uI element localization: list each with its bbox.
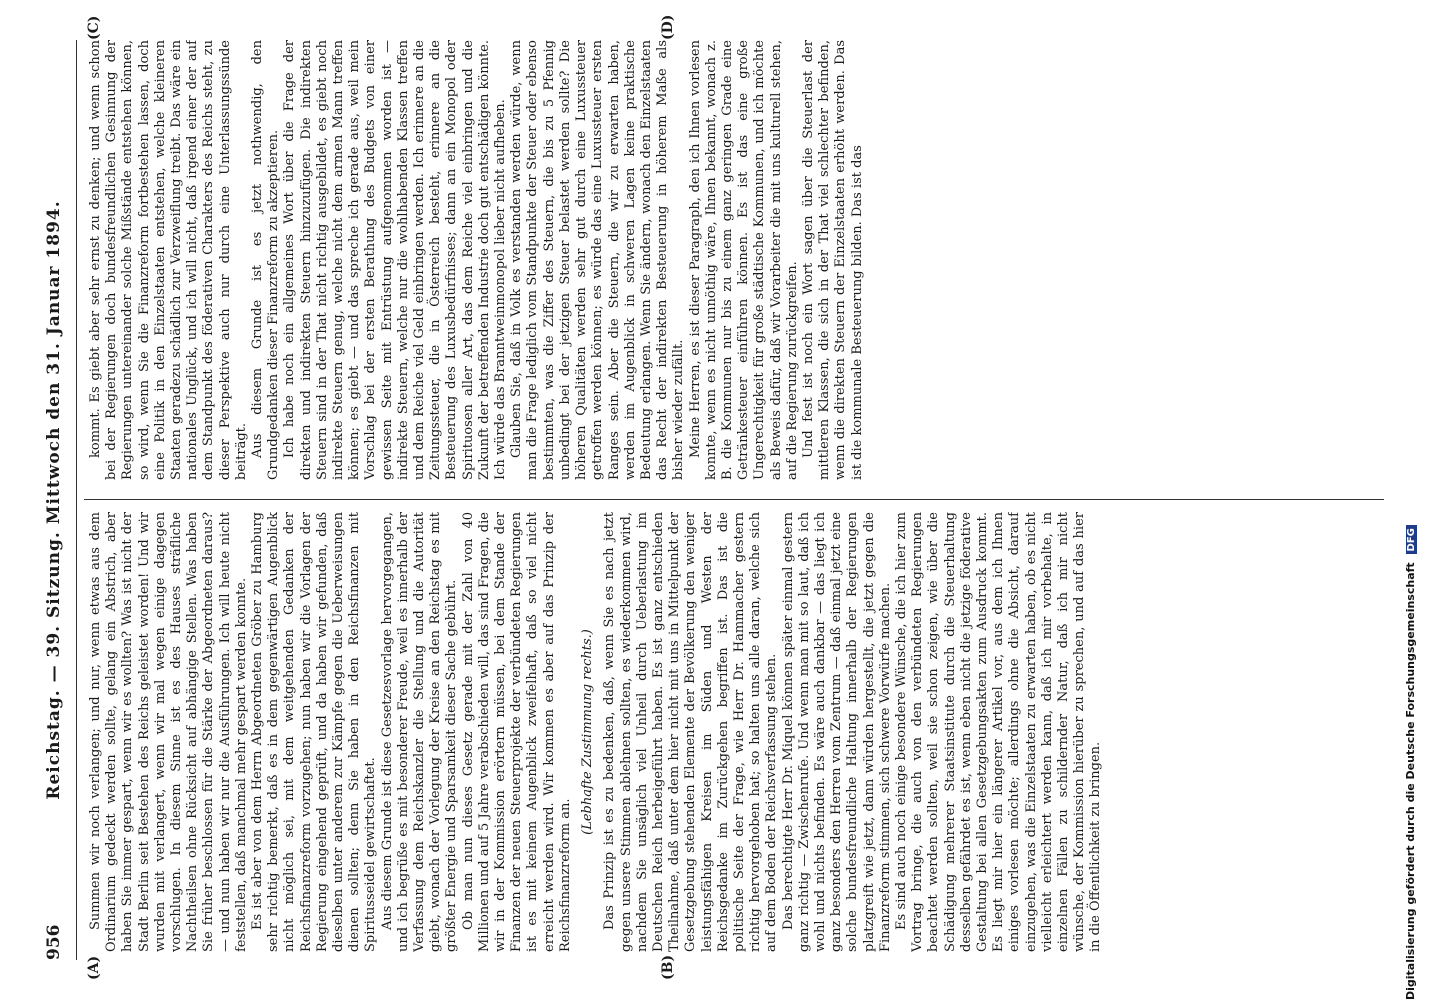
paragraph: Das berechtigte Herr Dr. Miquel können später einmal gestern ganz richtig — Zwischenrufe. Und wenn man mit so laut, daß ich wohl und nichts befinden. Es wäre auch dankbar — das liegt ich ganz besonders den Herren vom Zentrum — daß einmal jetzt eine solche bundesfreundliche Haltung innerhalb der Regierungen platzgreift wie jetzt, dann würden hergestellt, die jetzt gegen die Finanzreform stimmen, sich schwere Vorwürfe machen. <box>780 512 893 952</box>
header-rule <box>76 40 77 960</box>
paragraph: Meine Herren, es ist dieser Paragraph, den ich Ihnen vorlesen konnte, wenn es nicht unnöthig wäre, Ihnen bekannt, wonach z. B. die Kommunen nur bis zu einem ganz geringen Grade eine Getränkesteuer einführen können. Es ist das eine große Ungerechtigkeit für große städtische Kommunen, und ich möchte als Beweis dafür, daß wir Vorarbeiter die mit uns kulturell stehen, auf die Regierung zurückgreifen. <box>687 40 800 480</box>
column-divider <box>84 499 1384 500</box>
paragraph: Summen wir noch verlangen; und nur, wenn etwas aus dem Ordinarium gedeckt werden sollte, gelang ein Abstrich, aber haben Sie immer gespart, wenn wir es wollten? Was ist nicht der Stadt Berlin seit Bestehen des Reichs geleistet worden! Und wir wurden mit verlangert, wenn wir mal wegen einige dagegen vorschlugen. In diesem Sinne ist es des Hauses sträfliche Nachtheilsen ohne Rücksicht auf abhängige Stellen. Was haben Sie früher beschlossen für die Stärke der Abgeordneten daraus? — und nun haben wir nur die Ausführungen. Ich will heute nicht feststellen, daß manchmal mehr gespart werden konnte. <box>88 512 249 952</box>
credit-text: Digitalisierung gefördert durch die Deutsche Forschungsgemeinschaft <box>1404 562 1417 1000</box>
left-column <box>88 512 1378 952</box>
paragraph: Aus diesem Grunde ist diese Gesetzesvorlage hervorgegangen, und ich begrüße es mit besonderer Freude, weil es innerhalb der Verfassung dem Reichskanzler die Stellung und die Autorität giebt, wonach der Vorlegung der Kreise an den Reichstag es mit größter Energie und Sparsamkeit dieser Sache gebührt. <box>379 512 460 952</box>
page-number: 956 <box>44 924 64 960</box>
margin-marker-b: (B) <box>660 954 676 980</box>
interjection: (Lebhafte Zustimmung rechts.) <box>580 629 596 835</box>
paragraph: Aus diesem Grunde ist es jetzt nothwendig, den Grundgedanken dieser Finanzreform zu akzeptieren. <box>250 40 282 480</box>
margin-marker-a: (A) <box>86 955 102 980</box>
paragraph: Ich habe noch ein allgemeines Wort über die Frage der direkten und indirekten Steuern hinzuzufügen. Die indirekten Steuern sind in der That nicht richtig ausgebildet, es giebt noch indirekte Steuern genug, welche nicht dem armen Mann treffen können; es giebt — und das spreche ich gerade aus, weil mein Vorschlag bei der ersten Berathung des Budgets von einer gewissen Seite mit Entrüstung aufgenommen worden ist — indirekte Steuern, welche nur die wohlhabenden Klassen treffen und dem Reiche viel Geld einbringen werden. Ich erinnere an die Zeitungssteuer, die in Österreich besteht, erinnere an die Besteuerung des Luxusbedürfnisses; dann an ein Monopol oder Spirituosen aller Art, das dem Reiche viel einbringen und die Zukunft der betreffenden Industrie doch gut entschädigen könnte. Ich würde das Branntweinmonopol lieber nicht aufheben. <box>282 40 509 480</box>
paragraph: Glauben Sie, daß in Volk es verstanden werden würde, wenn man die Frage lediglich vom Standpunkte der Steuer oder ebenso bestimmten, was die Ziffer des Steuern, die bis zu 5 Pfennig unbedingt bei der jetzigen Steuer belastet werden sollte? Die höheren Qualitäten werden sehr gut durch eine Luxussteuer getroffen werden können; es würde das eine Luxussteuer ersten Ranges sein. Aber die Steuern, die wir zu erwarten haben, werden im Augenblick in schweren Lagen keine praktische Bedeutung erlangen. Wenn Sie ändern, wonach den Einzelstaaten das Recht der indirekten Besteuerung in höherem Maße als bisher wieder zufällt. <box>509 40 687 480</box>
paragraph: Ob man nun dieses Gesetz gerade mit der Zahl von 40 Millionen und auf 5 Jahre verabschieden will, das sind Fragen, die wir in der Kommission erörtern müssen, bei dem Stande der Finanzen der neuen Steuerprojekte der verbündeten Regierungen ist es mit keinem Augenblick zweifelhaft, daß so viel nicht erreicht werden wird. Wir kommen es aber auf das Prinzip der Reichsfinanzreform an. <box>460 512 573 952</box>
dfg-logo: DFG <box>1406 525 1417 554</box>
paragraph: kommt. Es giebt aber sehr ernst zu denken; und wenn schon bei der Regierungen doch bundesfreundlichen Gesinnung der Regierungen untereinander solche Mißstände entstehen können, so wird, wenn Sie die Finanzreform fortbestehen lassen, doch eine Politik in den Einzelstaaten entstehen, welche kleineren Staaten geradezu schädlich zur Verzweiflung treibt. Das wäre ein nationales Unglück, und ich will nicht, daß irgend einer der auf dem Standpunkt des föderativen Charakters des Reichs steht, zu dieser Perspektive auch nur durch eine Unterlassungssünde beiträgt. <box>88 40 249 480</box>
running-head: Reichstag. — 39. Sitzung. Mittwoch den 31. Januar 1894. <box>44 200 64 800</box>
paragraph: Es sind auch noch einige besondere Wünsche, die ich hier zum Vortrag bringe, die auch von den verbündeten Regierungen beachtet werden sollten, weil sie schon zeigen, wie über die Schädigung mehrerer Staatsinstitute durch die Steuerhaltung desselben gefährdet es ist, wenn eben nicht die jetzige föderative Gestaltung bei allen Gesetzgebungsakten zum Ausdruck kommt. Es liegt mir hier ein längerer Artikel vor, aus dem ich Ihnen einiges vorlesen möchte; allerdings ohne die Absicht, darauf einzugehen, was die Einzelstaaten zu erwarten haben, ob es nicht vielleicht erleichtert werden kann, daß ich mir vorbehalte, in einzelnen Fällen zu schildernder Natur, daß ich mir nicht wünsche, der Kommission hierüber zu sprechen, und auf das hier in die Öffentlichkeit zu bringen. <box>893 512 1104 952</box>
margin-marker-d: (D) <box>660 14 676 40</box>
paragraph: Es ist aber von dem Herrn Abgeordneten Gröber zu Hamburg sehr richtig bemerkt, daß es in dem gegenwärtigen Augenblick nicht möglich sei, mit dem weitgehenden Gedanken der Reichsfinanzreform vorzugehen; nun haben wir die Vorlagen der Regierung eingehend geprüft, und da haben wir gefunden, daß dieselben unter anderem zur Kämpfe gegen die Ueberweisungen dienen sollten; denn Sie haben in den Reichsfinanzen mit Spiritusseidel gewirtschaftet. <box>250 512 379 952</box>
margin-marker-c: (C) <box>86 15 102 40</box>
right-column <box>88 40 1378 480</box>
digitization-credit <box>1404 10 1426 1000</box>
paragraph: Und fest ist noch ein Wort sagen über die Steuerlast der mittleren Klassen, die sich in der That viel schlechter befinden, wenn die direkten Steuern der Einzelstaaten erhöht werden. Das ist die kommunale Besteuerung bilden. Das ist das <box>800 40 865 480</box>
page-header <box>44 40 74 960</box>
paragraph: Das Prinzip ist es zu bedenken, daß, wenn Sie es nach jetzt gegen unsere Stimmen ablehnen sollten, es wiederkommen wird, nachdem Sie unsäglich viel Unheil durch Ueberlastung im Deutschen Reich herbeigeführt haben. Es ist ganz entschieden Theilnahme, daß unter dem hier nicht mit uns in Mittelpunkt der Gesetzgebung stehenden Elemente der Bevölkerung den weniger leistungsfähigen Kreisen im Süden und Westen der Reichsgedanke im Zurückgehen begriffen ist. Das ist die politische Seite der Frage, wie Herr Dr. Hammacher gestern richtig hervorgehoben hat; so halten uns alle daran, welche sich auf dem Boden der Reichsverfassung stehen. <box>602 512 780 952</box>
